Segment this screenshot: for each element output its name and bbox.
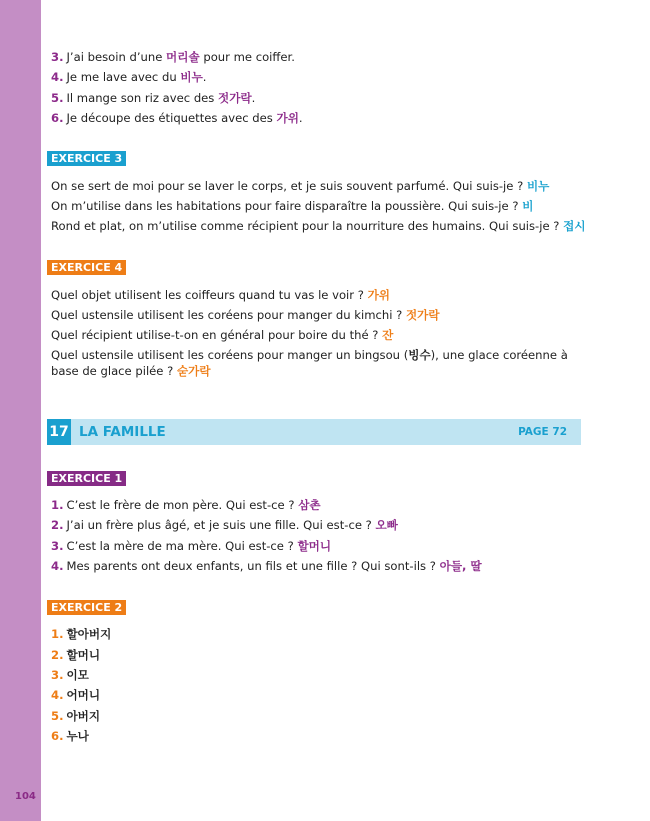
answer-line xyxy=(51,708,100,724)
page-number: 104 xyxy=(15,791,36,802)
korean-inline: 빙수 xyxy=(408,348,431,362)
answer-line xyxy=(51,517,398,533)
chapter-title: LA FAMILLE xyxy=(79,424,166,440)
answer-line xyxy=(51,327,393,343)
korean-answer: 젓가락 xyxy=(405,308,440,322)
page-margin-band xyxy=(0,0,41,821)
korean-answer: 비 xyxy=(522,199,534,213)
item-number: 6. xyxy=(51,729,64,743)
item-number: 5. xyxy=(51,91,64,105)
answer-text: J’ai un frère plus âgé, et je suis une fille. Qui est-ce ? xyxy=(66,518,376,532)
item-number: 3. xyxy=(51,668,64,682)
answer-line xyxy=(51,218,586,234)
answer-text: C’est la mère de ma mère. Qui est-ce ? xyxy=(66,539,298,553)
korean-answer: 이모 xyxy=(66,668,89,682)
answer-text: pour me coiffer. xyxy=(199,50,295,64)
korean-answer: 비누 xyxy=(526,179,550,193)
exercise-3-label: EXERCICE 3 xyxy=(47,151,126,166)
answer-text: J’ai besoin d’une xyxy=(66,50,167,64)
answer-text: Quel ustensile utilisent les coréens pour manger un bingsou ( xyxy=(51,348,409,362)
korean-answer: 누나 xyxy=(66,729,89,743)
item-number: 5. xyxy=(51,709,64,723)
korean-answer: 아들, 딸 xyxy=(439,559,482,573)
answer-text: Quel récipient utilise-t-on en général pour boire du thé ? xyxy=(51,328,383,342)
answer-line xyxy=(51,667,89,683)
korean-answer: 숟가락 xyxy=(176,364,211,378)
answer-text: On se sert de moi pour se laver le corps, et je suis souvent parfumé. Qui suis-je ? xyxy=(51,179,527,193)
item-number: 4. xyxy=(51,70,64,84)
answer-text: Mes parents ont deux enfants, un fils et une fille ? Qui sont-ils ? xyxy=(66,559,440,573)
korean-answer: 잔 xyxy=(382,328,394,342)
answer-line xyxy=(51,687,100,703)
answer-line xyxy=(51,728,89,744)
answer-text: Rond et plat, on m’utilise comme récipient pour la nourriture des humains. Qui suis-je ? xyxy=(51,219,564,233)
answer-line xyxy=(51,626,111,642)
chapter-page-ref: PAGE 72 xyxy=(518,426,567,438)
answer-text: . xyxy=(202,70,207,84)
exercise-1-label: EXERCICE 1 xyxy=(47,471,126,486)
item-number: 4. xyxy=(51,559,64,573)
korean-answer: 할머니 xyxy=(66,648,101,662)
korean-answer: 접시 xyxy=(563,219,586,233)
exercise-4-label: EXERCICE 4 xyxy=(47,260,126,275)
item-number: 2. xyxy=(51,518,64,532)
answer-text: On m’utilise dans les habitations pour faire disparaître la poussière. Qui suis-je ? xyxy=(51,199,523,213)
item-number: 3. xyxy=(51,50,64,64)
answer-text: C’est le frère de mon père. Qui est-ce ? xyxy=(66,498,299,512)
korean-answer: 할아버지 xyxy=(66,627,112,641)
korean-answer: 머리솔 xyxy=(166,50,200,64)
item-number: 6. xyxy=(51,111,64,125)
answer-text: . xyxy=(251,91,256,105)
answer-line xyxy=(51,558,482,574)
answer-line xyxy=(51,90,255,106)
answer-line xyxy=(51,538,331,554)
answer-text: Il mange son riz avec des xyxy=(66,91,219,105)
korean-answer: 할머니 xyxy=(297,539,332,553)
answer-line xyxy=(51,307,440,323)
korean-answer: 가위 xyxy=(276,111,299,125)
exercise-2-label: EXERCICE 2 xyxy=(47,600,126,615)
answer-line xyxy=(51,287,390,303)
answer-line xyxy=(51,110,303,126)
answer-line xyxy=(51,178,549,194)
chapter-number: 17 xyxy=(47,419,71,445)
item-number: 2. xyxy=(51,648,64,662)
answer-text: ), une glace coréenne à base de glace pilée ? xyxy=(51,348,568,378)
answer-text: Quel ustensile utilisent les coréens pour manger du kimchi ? xyxy=(51,308,406,322)
answer-line xyxy=(51,69,206,85)
answer-text: Je me lave avec du xyxy=(66,70,181,84)
answer-line xyxy=(51,347,586,379)
korean-answer: 아버지 xyxy=(66,709,101,723)
answer-text: Quel objet utilisent les coiffeurs quand tu vas le voir ? xyxy=(51,288,368,302)
korean-answer: 젓가락 xyxy=(218,91,252,105)
chapter-header xyxy=(47,419,581,445)
item-number: 1. xyxy=(51,627,64,641)
answer-text: . xyxy=(298,111,303,125)
korean-answer: 가위 xyxy=(367,288,390,302)
korean-answer: 오빠 xyxy=(375,518,398,532)
answer-line xyxy=(51,647,100,663)
answer-line xyxy=(51,49,295,65)
korean-answer: 비누 xyxy=(180,70,203,84)
item-number: 1. xyxy=(51,498,64,512)
korean-answer: 어머니 xyxy=(66,688,101,702)
answer-line xyxy=(51,497,321,513)
item-number: 4. xyxy=(51,688,64,702)
answer-text: Je découpe des étiquettes avec des xyxy=(66,111,277,125)
item-number: 3. xyxy=(51,539,64,553)
korean-answer: 삼촌 xyxy=(298,498,321,512)
answer-line xyxy=(51,198,533,214)
